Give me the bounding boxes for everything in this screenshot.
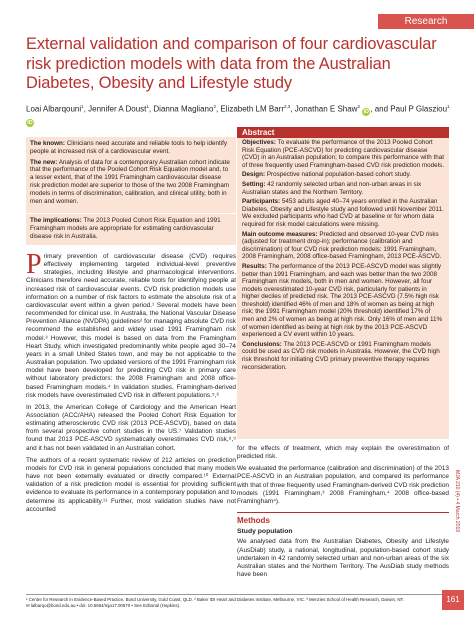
body-column-left <box>26 249 236 518</box>
article-title: External validation and comparison of four cardiovascular risk prediction models with data from the Australian Diabetes, Obesity and Lifestyle study <box>26 35 437 92</box>
abstract-outcomes: Predicted and observed 10-year CVD risks (adjusted for treatment drop-in); performance (calibration and discrimination) of four CVD risk prediction models: 1991 Framingham, 2008 Framingham, 2008 office-based Framingham, 2013 PCE-ASCVD. <box>242 230 442 261</box>
abstract-setting: 42 randomly selected urban and non-urban areas in six Australian states and the Northern Territory. <box>242 180 422 196</box>
author-name[interactable]: Jonathan E Shaw <box>294 104 358 114</box>
new-label: The new: <box>30 158 58 166</box>
orcid-icon[interactable]: iD <box>363 108 369 115</box>
body-paragraph: The authors of a recent systematic review of 212 articles on prediction models for CVD risk in general populations concluded that many models have not been externally evaluated or directly compared.¹⁰ External validation of a risk prediction model is essential for providing sufficient evidence to evaluate its performance in a contemporary population and to determine its applicability.¹¹ Further, most validation studies have not accounted <box>26 456 236 513</box>
footer-divider <box>26 594 446 595</box>
section-tab: Research <box>378 14 474 29</box>
implications-box <box>26 213 236 245</box>
footer <box>26 597 446 608</box>
abstract-design: Prospective national population-based cohort study. <box>266 171 411 179</box>
author-name[interactable]: Paul P Glasziou <box>390 104 448 114</box>
known-label: The known: <box>30 140 65 147</box>
section-divider <box>237 512 449 513</box>
known-new-box <box>26 137 236 213</box>
abstract-box <box>237 127 449 439</box>
orcid-icon[interactable]: iD <box>27 119 33 126</box>
body-paragraph: We evaluated the performance (calibration and discrimination) of the 2013 PCE-ASCVD in an Australian population, and compared its performance with that of three frequently used Framingham-derived CVD risk prediction models (1991 Framingham,³ 2008 Framingham,⁴ 2008 office-based Framingham⁴). <box>237 465 449 505</box>
abstract-results: The performance of the 2013 PCE-ASCVD model was slightly better than 1991 Framingham, and each was better than the two 2008 Framingham risk models, both in men and women. However, all four models overestimated 10-year CVD risk, particularly for patients in higher deciles of predicted risk. The 2013 PCE-ASCVD (7.5% high risk threshold) identified 46% of men and 18% of women as being at high risk; the 1991 Framingham model (20% threshold) identified 17% of men and 2% of women as being at high risk. Only 16% of men and 11% of women identified as being at high risk by the 2013 PCE-ASCVD experienced a CV event within 10 years. <box>242 262 443 339</box>
body-paragraph: We analysed data from the Australian Diabetes, Obesity and Lifestyle (AusDiab) study, a national, longitudinal, population-based cohort study undertaken in 42 randomly selected urban and non-urban areas of the six Australian states and the Northern Territory. The AusDiab study methods have been <box>237 538 449 579</box>
body-paragraph: In 2013, the American College of Cardiology and the American Heart Association (ACC/AHA) released the Pooled Cohort Risk Equation for estimating atherosclerotic CVD risk (2013 PCE-ASCVD), based on data from several prospective cohort studies in the US.⁷ Validation studies found that 2013 PCE-ASCVD systematically overestimates CVD risk,⁸,⁹ and it has not been validated in an Australian cohort. <box>26 403 236 452</box>
drop-cap: P <box>26 249 42 280</box>
correspondence-doi[interactable]: ✉ lalbarqo@bond.edu.au • doi: 10.5694/mja17.00670 • See Editorial (Hopkins). <box>26 602 181 608</box>
body-paragraph: rimary prevention of cardiovascular disease (CVD) requires effectively implementing targeted individual-level preventive strategies, including lifestyle and pharmacological interventions. Clinicians therefore need accurate, reliable tools for identifying people at increased risk of cardiovascular events. CVD risk prediction models use information on a number of risk factors to estimate the absolute risk of a cardiovascular event within a given period.¹ Several models have been recommended for clinical use. In Australia, the National Vascular Disease Prevention Alliance (NVDPA) guidelines² for managing absolute CVD risk recommend the established and widely used 1991 Framingham risk model.³ However, this model is based on data from the Framingham Heart Study, which investigated predominantly white people aged 30–74 years in a small United States town, and may be not applicable to the Australian population. Two updated versions of the 1991 Framingham risk model have been developed for predicting CVD risk in primary care without laboratory predictors: the 2008 Framingham and 2008 office-based Framingham models.⁴ In validation studies, Framingham-derived risk models have overestimated CVD risk in different populations.⁵,⁶ <box>26 253 236 399</box>
body-column-right <box>237 445 449 583</box>
implications-label: The implications: <box>30 217 82 224</box>
affiliations: ¹ Centre for Research in Evidence-Based Practice, Bond University, Gold Coast, QLD. ² Baker IDI Heart and Diabetes Institute, Melbourne, VIC. ³ Menzies School of Health Research, Darwin, NT. <box>26 597 404 602</box>
new-text: Analysis of data for a contemporary Australian cohort indicate that the performance of the Pooled Cohort Risk Equation model and, to a lesser extent, that of the 1991 Framingham cardiovascular disease risk prediction model are superior to those of the two 2008 Framingham models in terms of discrimination, calibration, and clinical utility, both in men and women. <box>30 158 230 205</box>
page-number: 161 <box>442 590 464 610</box>
author-name[interactable]: Elizabeth LM Barr <box>220 104 285 114</box>
study-population-heading: Study population <box>237 528 293 536</box>
author-name[interactable]: Loai Albarqouni <box>26 104 82 114</box>
body-paragraph: for the effects of treatment, which may explain the overestimation of predicted risk. <box>237 445 449 461</box>
methods-heading: Methods <box>237 516 270 526</box>
author-name[interactable]: Jennifer A Doust <box>88 104 147 114</box>
author-list: Loai Albarqouni$^1$, Jennifer A Doust$^1$, Dianna Magliano$^2$, Elizabeth LM Barr$^{2,3}$, Jonathan E Shaw$^2$ iD, and Paul P Glasziou$^1$ iD <box>26 104 450 126</box>
implications-text: The 2013 Pooled Cohort Risk Equation and 1991 Framingham models are appropriate for estimating cardiovascular disease risk in Australia. <box>30 217 221 240</box>
abstract-heading: Abstract <box>237 127 449 138</box>
journal-side-citation: MJA 210 (4) • 4 March 2019 <box>454 470 460 533</box>
abstract-participants: 5453 adults aged 40–74 years enrolled in the Australian Diabetes, Obesity and Lifestyle study and followed until November 2011. We excluded participants who had CVD at baseline or for whom data required for risk model calculations were missing. <box>242 198 444 228</box>
known-text: Clinicians need accurate and reliable tools to help identify people at increased risk of a cardiovascular event. <box>30 140 228 155</box>
author-name[interactable]: Dianna Magliano <box>153 104 214 114</box>
abstract-conclusions: The 2013 PCE-ASCVD or 1991 Framingham models could be used as CVD risk models in Australia. However, the CVD high risk threshold for initiating CVD primary preventive therapy requires reconsideration. <box>242 340 440 371</box>
abstract-objectives: To evaluate the performance of the 2013 Pooled Cohort Risk Equation (PCE-ASCVD) for predicting cardiovascular disease (CVD) in an Australian population; to compare this performance with that of three frequently used Framingham-based CVD risk prediction models. <box>242 139 444 169</box>
abstract-body: Objectives: To evaluate the performance of the 2013 Pooled Cohort Risk Equation (PCE-ASCVD) for predicting cardiovascular disease (CVD) in an Australian population; to compare this performance with that of three frequently used Framingham-based CVD risk prediction models. Design: Prospective national population-based cohort study. Setting: 42 randomly selected urban and non-urban areas in six Australian states and the Northern Territory. Participants: 5453 adults aged 40–74 years enrolled in the Australian Diabetes, Obesity and Lifestyle study and followed until November 2011. We excluded participants who had CVD at baseline or for whom data required for risk model calculations were missing. Main outcome measures: Predicted and observed 10-year CVD risks (adjusted for treatment drop-in); performance (calibration and discrimination) of four CVD risk prediction models: 1991 Framingham, 2008 Framingham, 2008 office-based Framingham, 2013 PCE-ASCVD. Results: The performance of the 2013 PCE-ASCVD model was slightly better than 1991 Framingham, and each was better than the two 2008 Framingham risk models, both in men and women. However, all four models overestimated 10-year CVD risk, particularly for patients in higher deciles of predicted risk. The 2013 PCE-ASCVD (7.5% high risk threshold) identified 46% of men and 18% of women as being at high risk; the 1991 Framingham model (20% threshold) identified 17% of men and 2% of women as being at high risk. Only 16% of men and 11% of women identified as being at high risk by the 2013 PCE-ASCVD experienced a CV event within 10 years. Conclusions: The 2013 PCE-ASCVD or 1991 Framingham models could be used as CVD risk models in Australia. However, the CVD high risk threshold for initiating CVD primary preventive therapy requires reconsideration. <box>242 139 444 371</box>
